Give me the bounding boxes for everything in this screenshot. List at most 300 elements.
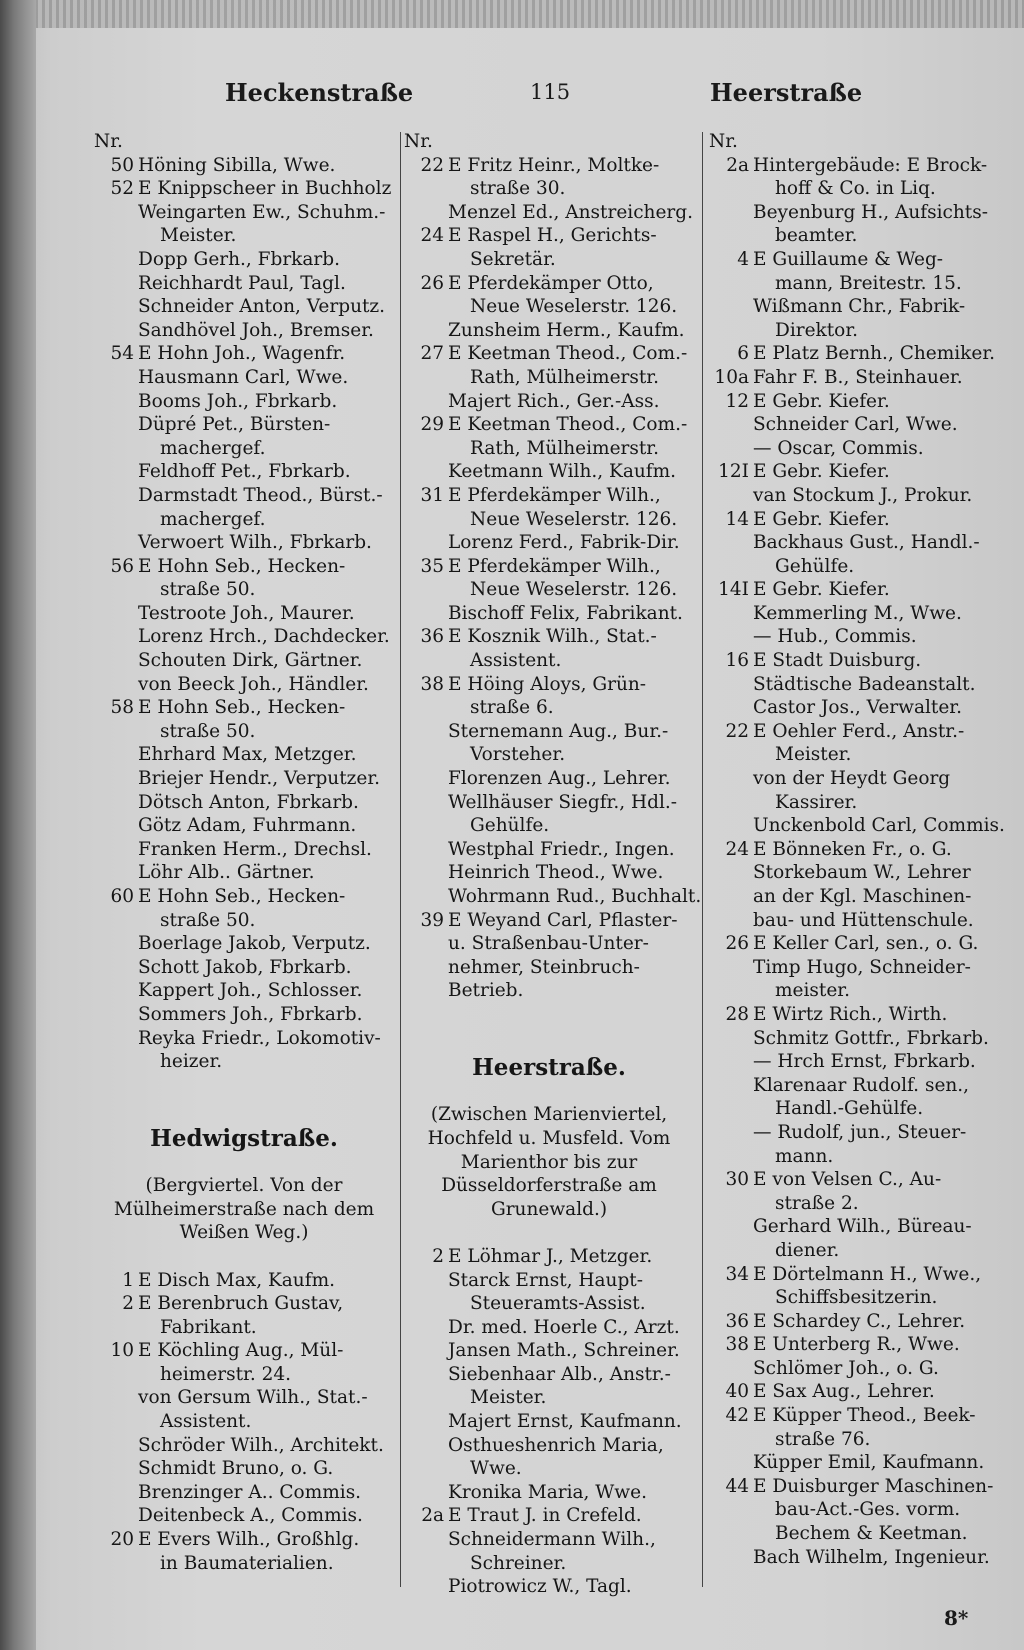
directory-entry-line bbox=[404, 1316, 694, 1340]
entry-text: Hausmann Carl, Wwe. bbox=[138, 366, 349, 388]
entry-text: Boerlage Jakob, Verputz. bbox=[138, 933, 371, 955]
directory-entry-line bbox=[94, 838, 394, 862]
entry-text: Schouten Dirk, Gärtner. bbox=[138, 650, 363, 672]
entries-list bbox=[404, 1245, 694, 1599]
directory-entry-line bbox=[709, 295, 999, 319]
house-number: 28 bbox=[725, 1003, 749, 1025]
entry-text: beamter. bbox=[775, 225, 858, 247]
entry-text: diener. bbox=[775, 1239, 840, 1261]
entry-text: straße 50. bbox=[160, 579, 256, 601]
entry-text: Sommers Joh., Fbrkarb. bbox=[138, 1003, 363, 1025]
entry-text: E Fritz Heinr., Moltke- bbox=[448, 154, 660, 176]
directory-entry-line bbox=[94, 437, 394, 461]
street-intro: (Zwischen Marienviertel, Hochfeld u. Musfeld. Vom Marienthor bis zur Düsseldorferstraße am Grunewald.) bbox=[427, 1104, 671, 1220]
directory-entry-line bbox=[709, 342, 999, 366]
directory-entry-line bbox=[94, 248, 394, 272]
directory-entry-line bbox=[709, 224, 999, 248]
directory-entry-line bbox=[94, 1528, 394, 1552]
entry-text: nehmer, Steinbruch- bbox=[448, 956, 640, 978]
directory-entry-line bbox=[404, 272, 694, 296]
entry-text: E Hohn Seb., Hecken- bbox=[138, 886, 346, 907]
entry-text: Osthueshenrich Maria, bbox=[448, 1434, 664, 1456]
entry-text: Reyka Friedr., Lokomotiv- bbox=[138, 1027, 381, 1049]
directory-entry-line bbox=[94, 1386, 394, 1410]
directory-entry-line bbox=[94, 673, 394, 697]
house-number: 4 bbox=[737, 248, 749, 270]
directory-entry-line bbox=[94, 390, 394, 414]
entry-text: Bechem & Keetman. bbox=[775, 1523, 968, 1545]
directory-entry-line bbox=[404, 295, 694, 319]
entry-text: Verwoert Wilh., Fbrkarb. bbox=[138, 532, 372, 554]
directory-entry-line bbox=[404, 460, 694, 484]
house-number: 10a bbox=[714, 366, 749, 388]
directory-entry-line bbox=[404, 602, 694, 626]
directory-entry-line bbox=[94, 154, 394, 178]
entry-text: straße 76. bbox=[775, 1428, 871, 1450]
house-number: 44 bbox=[725, 1475, 749, 1497]
entry-text: Lorenz Ferd., Fabrik-Dir. bbox=[448, 532, 680, 554]
directory-entry-line bbox=[94, 1504, 394, 1528]
entry-text: machergef. bbox=[160, 437, 266, 459]
entry-text: — Hub., Commis. bbox=[753, 626, 917, 648]
directory-entry-line bbox=[94, 909, 394, 933]
directory-entry-line bbox=[709, 1522, 999, 1546]
entry-text: Sandhövel Joh., Bremser. bbox=[138, 319, 374, 341]
entry-text: Meister. bbox=[160, 225, 237, 247]
directory-entry-line bbox=[709, 885, 999, 909]
directory-entry-line bbox=[94, 201, 394, 225]
entry-text: Sternemann Aug., Bur.- bbox=[448, 720, 669, 742]
running-header bbox=[60, 78, 1010, 118]
house-number: 35 bbox=[420, 555, 444, 577]
directory-entry-line bbox=[94, 1269, 394, 1293]
directory-entry-line bbox=[404, 555, 694, 579]
house-number: 22 bbox=[725, 720, 749, 742]
directory-entry-line bbox=[709, 248, 999, 272]
entry-text: heimerstr. 24. bbox=[160, 1363, 292, 1385]
house-number: 14I bbox=[718, 579, 749, 601]
house-number: 24 bbox=[725, 838, 749, 860]
entry-text: Schmidt Bruno, o. G. bbox=[138, 1458, 334, 1480]
directory-entry-line bbox=[709, 1215, 999, 1239]
entry-text: Unckenbold Carl, Commis. bbox=[753, 815, 1005, 837]
entry-text: Kemmerling M., Wwe. bbox=[753, 602, 962, 624]
directory-entry-line bbox=[404, 531, 694, 555]
house-number: 39 bbox=[420, 909, 444, 931]
entry-text: Schott Jakob, Fbrkarb. bbox=[138, 956, 352, 978]
house-number: 1 bbox=[122, 1269, 134, 1291]
directory-entry-line bbox=[709, 531, 999, 555]
entry-text: Handl.-Gehülfe. bbox=[775, 1098, 924, 1120]
directory-entry-line bbox=[709, 1498, 999, 1522]
directory-entry-line bbox=[404, 1245, 694, 1269]
directory-entry-line bbox=[709, 743, 999, 767]
entry-text: Siebenhaar Alb., Anstr.- bbox=[448, 1363, 671, 1385]
entry-text: E Bönneken Fr., o. G. bbox=[753, 838, 952, 860]
directory-entry-line bbox=[709, 1027, 999, 1051]
directory-entry-line bbox=[404, 1269, 694, 1293]
house-number: 2 bbox=[432, 1245, 444, 1267]
house-number: 36 bbox=[725, 1310, 749, 1332]
directory-entry-line bbox=[709, 1263, 999, 1287]
nr-label: Nr. bbox=[94, 131, 123, 152]
directory-entry-line bbox=[94, 1363, 394, 1387]
entry-text: Weingarten Ew., Schuhm.- bbox=[138, 201, 386, 223]
house-number: 60 bbox=[110, 886, 134, 907]
entry-text: E Duisburger Maschinen- bbox=[753, 1475, 994, 1497]
directory-entry-line bbox=[404, 1552, 694, 1576]
entry-text: Steueramts-Assist. bbox=[470, 1293, 646, 1315]
house-number: 10 bbox=[110, 1340, 134, 1362]
directory-entry-line bbox=[709, 625, 999, 649]
directory-entry-line bbox=[404, 861, 694, 885]
directory-entry-line bbox=[709, 484, 999, 508]
directory-entry-line bbox=[94, 625, 394, 649]
directory-entry-line bbox=[709, 437, 999, 461]
nr-label: Nr. bbox=[709, 131, 738, 152]
entry-text: bau- und Hüttenschule. bbox=[753, 909, 974, 931]
entry-text: Vorsteher. bbox=[470, 744, 566, 766]
directory-entry-line bbox=[94, 861, 394, 885]
directory-entry-line bbox=[404, 814, 694, 838]
entry-text: straße 50. bbox=[160, 909, 256, 931]
directory-entry-line bbox=[94, 1003, 394, 1027]
entry-text: Dötsch Anton, Fbrkarb. bbox=[138, 791, 359, 813]
directory-entry-line bbox=[404, 1386, 694, 1410]
directory-entry-line bbox=[94, 649, 394, 673]
directory-entry-line bbox=[404, 224, 694, 248]
entry-text: in Baumaterialien. bbox=[160, 1552, 334, 1574]
entry-text: Starck Ernst, Haupt- bbox=[448, 1269, 643, 1291]
directory-entry-line bbox=[709, 319, 999, 343]
entry-text: E Höing Aloys, Grün- bbox=[448, 673, 647, 695]
entry-text: Neue Weselerstr. 126. bbox=[470, 579, 678, 601]
house-number: 50 bbox=[110, 154, 134, 176]
directory-entry-line bbox=[404, 1363, 694, 1387]
directory-entry-line bbox=[404, 154, 694, 178]
directory-entry-line bbox=[94, 224, 394, 248]
house-number: 2 bbox=[122, 1293, 134, 1315]
entry-text: Darmstadt Theod., Bürst.- bbox=[138, 484, 383, 506]
house-number: 40 bbox=[725, 1381, 749, 1403]
directory-entry-line bbox=[709, 1310, 999, 1334]
header-left-street: Heckenstraße bbox=[225, 78, 414, 107]
directory-entry-line bbox=[709, 767, 999, 791]
house-number: 30 bbox=[725, 1169, 749, 1191]
entry-text: Briejer Hendr., Verputzer. bbox=[138, 768, 381, 790]
entry-text: E Gebr. Kiefer. bbox=[753, 579, 890, 601]
directory-entry-line bbox=[94, 743, 394, 767]
entry-text: Hintergebäude: E Brock- bbox=[753, 154, 988, 176]
directory-entry-line bbox=[94, 814, 394, 838]
directory-entry-line bbox=[404, 390, 694, 414]
directory-entry-line bbox=[709, 201, 999, 225]
entry-text: E Gebr. Kiefer. bbox=[753, 461, 890, 483]
directory-entry-line bbox=[94, 1050, 394, 1074]
directory-entry-line bbox=[709, 154, 999, 178]
directory-entry-line bbox=[709, 1239, 999, 1263]
house-number: 26 bbox=[725, 933, 749, 955]
directory-entry-line bbox=[94, 1292, 394, 1316]
house-number: 22 bbox=[420, 154, 444, 176]
directory-entry-line bbox=[404, 673, 694, 697]
directory-entry-line bbox=[94, 932, 394, 956]
house-number: 42 bbox=[725, 1405, 749, 1427]
directory-entry-line bbox=[404, 366, 694, 390]
entry-text: Sekretär. bbox=[470, 248, 556, 270]
entry-text: Franken Herm., Drechsl. bbox=[138, 838, 372, 860]
entry-text: straße 6. bbox=[470, 697, 554, 719]
entry-text: — Hrch Ernst, Fbrkarb. bbox=[753, 1051, 976, 1073]
entry-text: E Unterberg R., Wwe. bbox=[753, 1334, 960, 1356]
entry-text: Wohrmann Rud., Buchhalt. bbox=[448, 886, 702, 907]
entry-text: Jansen Math., Schreiner. bbox=[448, 1340, 680, 1362]
entry-text: Booms Joh., Fbrkarb. bbox=[138, 390, 338, 412]
directory-entry-line bbox=[94, 366, 394, 390]
house-number: 54 bbox=[110, 343, 134, 365]
entry-text: Betrieb. bbox=[448, 980, 524, 1002]
directory-entry-line bbox=[94, 1434, 394, 1458]
directory-entry-line bbox=[94, 767, 394, 791]
directory-entry-line bbox=[404, 1481, 694, 1505]
entry-text: Gehülfe. bbox=[775, 555, 855, 577]
house-number: 12I bbox=[718, 461, 749, 483]
entry-text: Düpré Pet., Bürsten- bbox=[138, 414, 331, 436]
directory-entry-line bbox=[709, 720, 999, 744]
entry-text: Deitenbeck A., Commis. bbox=[138, 1505, 363, 1527]
entry-text: Ehrhard Max, Metzger. bbox=[138, 744, 357, 766]
entry-text: E Keetman Theod., Com.- bbox=[448, 414, 688, 436]
directory-entry-line bbox=[94, 696, 394, 720]
entry-text: Majert Rich., Ger.-Ass. bbox=[448, 390, 660, 412]
entry-text: Wellhäuser Siegfr., Hdl.- bbox=[448, 791, 678, 813]
directory-entry-line bbox=[94, 484, 394, 508]
entry-text: Feldhoff Pet., Fbrkarb. bbox=[138, 461, 351, 483]
directory-entry-line bbox=[709, 578, 999, 602]
house-number: 16 bbox=[725, 650, 749, 672]
house-number: 38 bbox=[725, 1334, 749, 1356]
entry-text: hoff & Co. in Liq. bbox=[775, 178, 936, 200]
entry-text: E Knippscheer in Buchholz bbox=[138, 178, 392, 200]
directory-entry-line bbox=[709, 979, 999, 1003]
entry-text: E Gebr. Kiefer. bbox=[753, 508, 890, 530]
house-number: 2a bbox=[726, 154, 749, 176]
entry-text: Timp Hugo, Schneider- bbox=[753, 956, 971, 978]
directory-entry-line bbox=[404, 956, 694, 980]
directory-entry-line bbox=[404, 696, 694, 720]
entry-text: E Wirtz Rich., Wirth. bbox=[753, 1003, 948, 1025]
entry-text: Storkebaum W., Lehrer bbox=[753, 862, 971, 884]
entry-text: Höning Sibilla, Wwe. bbox=[138, 154, 336, 176]
house-number: 58 bbox=[110, 697, 134, 719]
directory-entry-line bbox=[709, 1050, 999, 1074]
directory-entry-line bbox=[404, 743, 694, 767]
entry-text: heizer. bbox=[160, 1051, 223, 1073]
directory-entry-line bbox=[709, 861, 999, 885]
directory-entry-line bbox=[94, 555, 394, 579]
entry-text: E Keller Carl, sen., o. G. bbox=[753, 933, 979, 955]
entry-text: straße 2. bbox=[775, 1192, 859, 1214]
entry-text: von Gersum Wilh., Stat.- bbox=[138, 1387, 368, 1409]
directory-entry-line bbox=[709, 814, 1005, 838]
directory-entry-line bbox=[404, 979, 694, 1003]
directory-entry-line bbox=[94, 460, 394, 484]
directory-entry-line bbox=[404, 1292, 694, 1316]
directory-entry-line bbox=[709, 413, 999, 437]
entry-text: meister. bbox=[775, 980, 850, 1002]
binding-edge bbox=[0, 0, 36, 1650]
entry-text: u. Straßenbau-Unter- bbox=[448, 933, 649, 955]
column-divider bbox=[400, 132, 401, 1587]
entry-text: Kappert Joh., Schlosser. bbox=[138, 980, 363, 1002]
directory-entry-line bbox=[709, 390, 999, 414]
directory-entry-line bbox=[404, 484, 694, 508]
entry-text: — Oscar, Commis. bbox=[753, 437, 924, 459]
top-edge-strip bbox=[0, 0, 1024, 28]
directory-entry-line bbox=[94, 1027, 394, 1051]
entry-text: Fabrikant. bbox=[160, 1316, 257, 1338]
entry-text: Heinrich Theod., Wwe. bbox=[448, 862, 664, 884]
entry-text: Götz Adam, Fuhrmann. bbox=[138, 815, 357, 837]
directory-entry-line bbox=[404, 838, 694, 862]
directory-entry-line bbox=[709, 1380, 999, 1404]
entry-text: Keetmann Wilh., Kaufm. bbox=[448, 461, 677, 483]
entry-text: Klarenaar Rudolf. sen., bbox=[753, 1074, 970, 1096]
directory-entry-line bbox=[709, 1003, 999, 1027]
entry-text: Schiffsbesitzerin. bbox=[775, 1287, 938, 1309]
directory-entry-line bbox=[404, 791, 694, 815]
entry-text: Schröder Wilh., Architekt. bbox=[138, 1434, 384, 1456]
house-number: 29 bbox=[420, 414, 444, 436]
entry-text: E Guillaume & Weg- bbox=[753, 248, 944, 270]
directory-entry-line bbox=[404, 578, 694, 602]
entry-text: Reichhardt Paul, Tagl. bbox=[138, 272, 346, 294]
directory-entry-line bbox=[709, 366, 999, 390]
directory-entry-line bbox=[94, 1457, 394, 1481]
entry-text: E Keetman Theod., Com.- bbox=[448, 343, 688, 365]
entry-text: E Gebr. Kiefer. bbox=[753, 390, 890, 412]
entry-text: E Küpper Theod., Beek- bbox=[753, 1405, 976, 1427]
entry-text: Direktor. bbox=[775, 319, 859, 341]
directory-entry-line bbox=[404, 885, 702, 909]
directory-entry-line bbox=[709, 460, 999, 484]
entry-text: E Kosznik Wilh., Stat.- bbox=[448, 626, 657, 648]
entry-text: Dopp Gerh., Fbrkarb. bbox=[138, 248, 340, 270]
house-number: 27 bbox=[420, 343, 444, 365]
directory-entry-line bbox=[709, 696, 999, 720]
entry-text: van Stockum J., Prokur. bbox=[753, 484, 973, 506]
column-1 bbox=[94, 130, 394, 1575]
entry-text: E Sax Aug., Lehrer. bbox=[753, 1381, 935, 1403]
entry-text: E Löhmar J., Metzger. bbox=[448, 1245, 653, 1267]
house-number: 20 bbox=[110, 1529, 134, 1551]
directory-entry-line bbox=[404, 649, 694, 673]
directory-entry-line bbox=[404, 1575, 694, 1599]
entry-text: E Schardey C., Lehrer. bbox=[753, 1310, 966, 1332]
entry-text: Schlömer Joh., o. G. bbox=[753, 1357, 939, 1379]
directory-entry-line bbox=[709, 1286, 999, 1310]
directory-entry-line bbox=[94, 720, 394, 744]
entry-text: Meister. bbox=[775, 744, 852, 766]
house-number: 34 bbox=[725, 1263, 749, 1285]
directory-entry-line bbox=[709, 1145, 999, 1169]
entry-text: Bischoff Felix, Fabrikant. bbox=[448, 602, 683, 624]
directory-entry-line bbox=[94, 508, 394, 532]
directory-entry-line bbox=[404, 625, 694, 649]
directory-entry-line bbox=[404, 767, 694, 791]
house-number: 26 bbox=[420, 272, 444, 294]
directory-entry-line bbox=[404, 720, 694, 744]
directory-entry-line bbox=[94, 979, 394, 1003]
directory-entry-line bbox=[94, 319, 394, 343]
entry-text: E Weyand Carl, Pflaster- bbox=[448, 909, 678, 931]
directory-entry-line bbox=[404, 1457, 694, 1481]
directory-entry-line bbox=[404, 1339, 694, 1363]
entry-text: E Hohn Seb., Hecken- bbox=[138, 555, 346, 577]
house-number: 52 bbox=[110, 178, 134, 200]
entry-text: Rath, Mülheimerstr. bbox=[470, 366, 660, 388]
entry-text: Städtische Badeanstalt. bbox=[753, 673, 976, 695]
entry-text: E Disch Max, Kaufm. bbox=[138, 1269, 335, 1291]
entry-text: an der Kgl. Maschinen- bbox=[753, 886, 972, 907]
directory-entry-line bbox=[94, 1339, 394, 1363]
directory-entry-line bbox=[404, 177, 694, 201]
street-title: Hedwigstraße. bbox=[150, 1124, 338, 1152]
entries-list bbox=[404, 154, 702, 1003]
column-3 bbox=[709, 130, 1005, 1569]
entry-text: Fahr F. B., Steinhauer. bbox=[753, 366, 963, 388]
entry-text: Lorenz Hrch., Dachdecker. bbox=[138, 626, 390, 648]
entry-text: Beyenburg H., Aufsichts- bbox=[753, 201, 988, 223]
entry-text: von der Heydt Georg bbox=[753, 768, 951, 790]
house-number: 14 bbox=[725, 508, 749, 530]
entry-text: machergef. bbox=[160, 508, 266, 530]
house-number: 31 bbox=[420, 484, 444, 506]
entry-text: E Pferdekämper Wilh., bbox=[448, 555, 661, 577]
entry-text: Schneidermann Wilh., bbox=[448, 1529, 656, 1551]
directory-entry-line bbox=[709, 555, 999, 579]
entry-text: Gerhard Wilh., Büreau- bbox=[753, 1216, 972, 1238]
directory-entry-line bbox=[709, 1192, 999, 1216]
directory-entry-line bbox=[709, 1475, 999, 1499]
directory-entry-line bbox=[404, 1504, 694, 1528]
directory-entry-line bbox=[404, 201, 694, 225]
entry-text: E Berenbruch Gustav, bbox=[138, 1293, 344, 1315]
directory-entry-line bbox=[709, 1428, 999, 1452]
directory-entry-line bbox=[709, 1404, 999, 1428]
house-number: 56 bbox=[110, 555, 134, 577]
entry-text: Zunsheim Herm., Kaufm. bbox=[448, 319, 685, 341]
entry-text: Backhaus Gust., Handl.- bbox=[753, 532, 980, 554]
directory-entry-line bbox=[709, 1333, 999, 1357]
entry-text: Kassirer. bbox=[775, 791, 858, 813]
entry-text: E Oehler Ferd., Anstr.- bbox=[753, 720, 965, 742]
entry-text: Brenzinger A.. Commis. bbox=[138, 1481, 362, 1503]
entry-text: mann, Breitestr. 15. bbox=[775, 272, 962, 294]
entry-text: E Köchling Aug., Mül- bbox=[138, 1340, 344, 1362]
directory-entry-line bbox=[709, 1546, 999, 1570]
signature-mark: 8* bbox=[944, 1606, 969, 1630]
entry-text: E Raspel H., Gerichts- bbox=[448, 225, 657, 247]
directory-entry-line bbox=[709, 1074, 999, 1098]
entry-text: Bach Wilhelm, Ingenieur. bbox=[753, 1546, 990, 1568]
entry-text: Assistent. bbox=[470, 650, 562, 672]
column-divider bbox=[702, 132, 703, 1587]
entry-text: E von Velsen C., Au- bbox=[753, 1169, 942, 1191]
directory-entry-line bbox=[709, 1451, 999, 1475]
entry-text: Wwe. bbox=[470, 1458, 522, 1480]
directory-entry-line bbox=[404, 1528, 694, 1552]
